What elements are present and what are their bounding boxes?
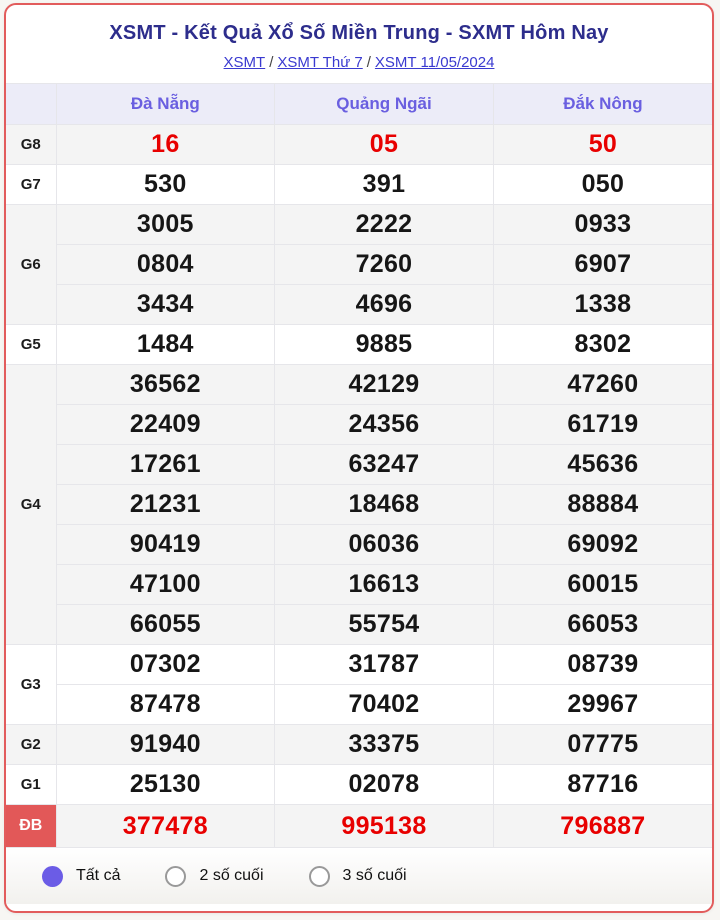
- result-cell: 1484: [56, 325, 275, 365]
- column-header-dak-nong: Đắk Nông: [493, 84, 712, 125]
- table-row-g4: [6, 485, 712, 525]
- result-cell: 55754: [275, 605, 494, 645]
- filter-option-all[interactable]: [42, 866, 120, 887]
- result-cell: 18468: [275, 485, 494, 525]
- result-cell: 2222: [275, 205, 494, 245]
- results-table: [6, 83, 712, 848]
- table-row-g3: [6, 685, 712, 725]
- row-label-g3: G3: [6, 645, 56, 725]
- filter-option-label: Tất cả: [76, 867, 121, 884]
- result-cell: 66053: [493, 605, 712, 645]
- filter-option-last-2-digits[interactable]: [165, 866, 263, 887]
- result-cell: 25130: [56, 765, 275, 805]
- result-cell: 29967: [493, 685, 712, 725]
- result-cell: 21231: [56, 485, 275, 525]
- radio-unselected-icon: [165, 866, 186, 887]
- result-cell: 050: [493, 165, 712, 205]
- breadcrumb: [6, 54, 712, 71]
- result-cell: 90419: [56, 525, 275, 565]
- table-header-row: [6, 84, 712, 125]
- result-cell: 63247: [275, 445, 494, 485]
- result-cell: 66055: [56, 605, 275, 645]
- breadcrumb-link-xsmt-date[interactable]: XSMT 11/05/2024: [374, 54, 495, 71]
- result-cell: 06036: [275, 525, 494, 565]
- result-cell: 7260: [275, 245, 494, 285]
- table-row-g4: [6, 405, 712, 445]
- table-row-g6: [6, 245, 712, 285]
- corner-header-cell: [6, 84, 56, 125]
- result-cell: 91940: [56, 725, 275, 765]
- radio-selected-icon: [42, 866, 63, 887]
- table-row-g4: [6, 605, 712, 645]
- table-row-g6: [6, 285, 712, 325]
- table-row-g8: [6, 125, 712, 165]
- result-cell: 88884: [493, 485, 712, 525]
- row-label-g7: G7: [6, 165, 56, 205]
- filter-option-label: 2 số cuối: [199, 867, 264, 884]
- result-cell: 07775: [493, 725, 712, 765]
- result-cell: 0804: [56, 245, 275, 285]
- result-cell: 6907: [493, 245, 712, 285]
- result-cell: 60015: [493, 565, 712, 605]
- result-cell: 45636: [493, 445, 712, 485]
- result-cell: 69092: [493, 525, 712, 565]
- result-cell: 87716: [493, 765, 712, 805]
- result-cell: 377478: [56, 805, 275, 848]
- column-header-da-nang: Đà Nẵng: [56, 84, 275, 125]
- filter-option-label: 3 số cuối: [342, 867, 407, 884]
- result-cell: 8302: [493, 325, 712, 365]
- breadcrumb-separator: /: [366, 54, 371, 71]
- row-label-g8: G8: [6, 125, 56, 165]
- result-cell: 995138: [275, 805, 494, 848]
- result-cell: 47100: [56, 565, 275, 605]
- table-row-g7: [6, 165, 712, 205]
- result-cell: 31787: [275, 645, 494, 685]
- result-cell: 16: [56, 125, 275, 165]
- table-row-g6: [6, 205, 712, 245]
- result-cell: 24356: [275, 405, 494, 445]
- result-cell: 796887: [493, 805, 712, 848]
- result-cell: 1338: [493, 285, 712, 325]
- result-cell: 61719: [493, 405, 712, 445]
- result-cell: 02078: [275, 765, 494, 805]
- row-label-g1: G1: [6, 765, 56, 805]
- row-label-g4: G4: [6, 365, 56, 645]
- result-cell: 33375: [275, 725, 494, 765]
- result-cell: 36562: [56, 365, 275, 405]
- result-cell: 9885: [275, 325, 494, 365]
- result-cell: 87478: [56, 685, 275, 725]
- table-row-g1: [6, 765, 712, 805]
- result-cell: 0933: [493, 205, 712, 245]
- row-label-db: ĐB: [6, 805, 56, 848]
- result-cell: 22409: [56, 405, 275, 445]
- result-cell: 47260: [493, 365, 712, 405]
- radio-unselected-icon: [309, 866, 330, 887]
- breadcrumb-link-xsmt-thu7[interactable]: XSMT Thứ 7: [277, 54, 363, 71]
- result-cell: 4696: [275, 285, 494, 325]
- page-title: XSMT - Kết Quả Xổ Số Miền Trung - SXMT Hôm Nay: [109, 22, 609, 44]
- result-cell: 3005: [56, 205, 275, 245]
- table-row-g4: [6, 565, 712, 605]
- result-cell: 530: [56, 165, 275, 205]
- row-label-g5: G5: [6, 325, 56, 365]
- result-cell: 42129: [275, 365, 494, 405]
- result-cell: 05: [275, 125, 494, 165]
- row-label-g6: G6: [6, 205, 56, 325]
- result-cell: 50: [493, 125, 712, 165]
- results-card: [4, 3, 714, 913]
- breadcrumb-link-xsmt[interactable]: XSMT: [223, 54, 266, 71]
- column-header-quang-ngai: Quảng Ngãi: [275, 84, 494, 125]
- table-row-g2: [6, 725, 712, 765]
- result-cell: 3434: [56, 285, 275, 325]
- result-cell: 391: [275, 165, 494, 205]
- result-cell: 08739: [493, 645, 712, 685]
- table-row-db: [6, 805, 712, 848]
- filter-option-last-3-digits[interactable]: [309, 866, 407, 887]
- filter-options: [6, 848, 712, 904]
- result-cell: 17261: [56, 445, 275, 485]
- breadcrumb-separator: /: [269, 54, 274, 71]
- row-label-g2: G2: [6, 725, 56, 765]
- result-cell: 16613: [275, 565, 494, 605]
- table-row-g3: [6, 645, 712, 685]
- table-row-g4: [6, 525, 712, 565]
- table-row-g4: [6, 365, 712, 405]
- table-row-g4: [6, 445, 712, 485]
- result-cell: 07302: [56, 645, 275, 685]
- result-cell: 70402: [275, 685, 494, 725]
- table-row-g5: [6, 325, 712, 365]
